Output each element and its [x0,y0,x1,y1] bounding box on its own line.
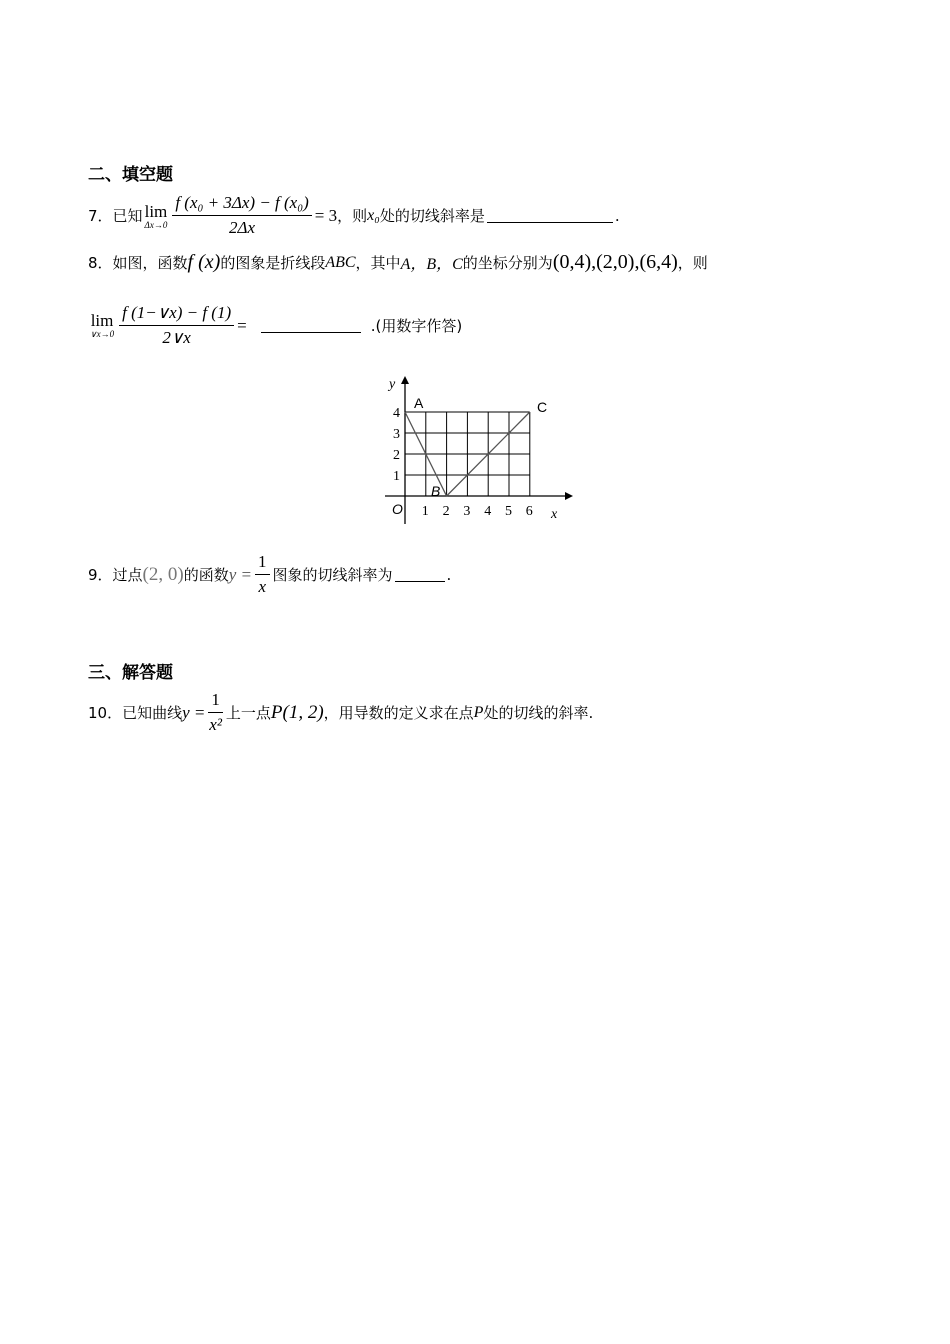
q7-limit: lim Δx→0 [144,201,168,230]
y-tick-label: 4 [393,406,400,421]
question-10: 10．已知曲线 y = $\frac{1}{\text{x²}}$ 上一点 P(1, 2) ，用导数的定义求在点 P 处的切线的斜率. [88,690,594,734]
q9-number: 9．过点 [88,566,143,584]
q8-answer-blank[interactable] [261,318,361,333]
x-tick-label: 6 [525,504,533,519]
q9-point: (2, 0) [142,563,184,585]
q8-points: A，B，C [400,256,463,273]
point-c-label: C [537,399,548,415]
point-a-label: A [414,395,424,411]
q8-equals: = [237,315,247,335]
q8-fraction: $\frac{f (1-\vee x) - f (1)}{2\vee x}$ [119,303,234,348]
x-axis-arrow [565,492,573,500]
x-axis-label: x [551,507,558,522]
q9-answer-blank[interactable] [395,567,445,582]
q10-y-eq: y = [182,702,206,722]
q8-hint: .(用数字作答) [370,317,463,335]
q7-fraction: $\frac{\text{f (x₀ + 3Δx) − f (x₀)}}{2\Delta x}$ [172,193,311,238]
y-tick-label: 3 [393,427,400,442]
x-tick-labels [422,504,533,519]
graph-grid [405,412,530,496]
q8-fx: f (x) [187,251,221,273]
q7-number: 7．已知 [88,207,143,225]
q10-number: 10．已知曲线 [88,704,183,722]
section-3-title: 三、解答题 [88,663,173,683]
y-tick-label: 2 [393,448,400,463]
q7-x0: x₀ [367,206,380,224]
x-tick-label: 4 [484,504,492,519]
q9-y-eq: y = [228,564,252,584]
origin-label: O [392,501,403,517]
x-tick-label: 3 [463,504,471,519]
question-7: 7．已知 lim Δx→0 $\frac{\text{f (x₀ + 3Δx) − f (x₀)}}{2\Delta x}$ = 3 ，则 x₀ 处的切线斜率是 . [88,193,620,237]
y-tick-labels [393,406,400,484]
q7-equals: = 3 [314,205,338,225]
x-tick-label: 2 [442,504,450,519]
x-tick-label: 1 [421,504,429,519]
section-2-title: 二、填空题 [88,165,173,185]
x-tick-label: 5 [505,504,512,519]
q10-p: P [473,703,484,721]
q10-point: P(1, 2) [270,701,324,723]
q8-limit: lim ∨x→0 [90,311,115,339]
q7-answer-blank[interactable] [487,208,613,223]
q8-coords: (0,4),(2,0),(6,4) [552,251,678,273]
q8-number: 8．如图，函数 [88,254,188,272]
function-graph [375,372,575,528]
y-axis-arrow [401,376,409,384]
q9-fraction: $\frac{1}{x}$ [255,552,270,597]
q8-abc: ABC [325,253,356,271]
question-8: 8．如图，函数 f (x) 的图象是折线段 ABC ，其中 A，B，C 的坐标分别为 (0,4),(2,0),(6,4) ，则 [88,251,708,273]
y-tick-label: 1 [393,469,400,484]
y-axis-label: y [389,377,396,392]
question-8-limit-line [88,303,462,348]
question-9: 9．过点 (2, 0) 的函数 y = $\frac{1}{x}$ 图象的切线斜率为 . [88,552,452,596]
point-b-label: B [431,483,441,499]
q10-fraction: $\frac{1}{\text{x²}}$ [209,690,222,734]
